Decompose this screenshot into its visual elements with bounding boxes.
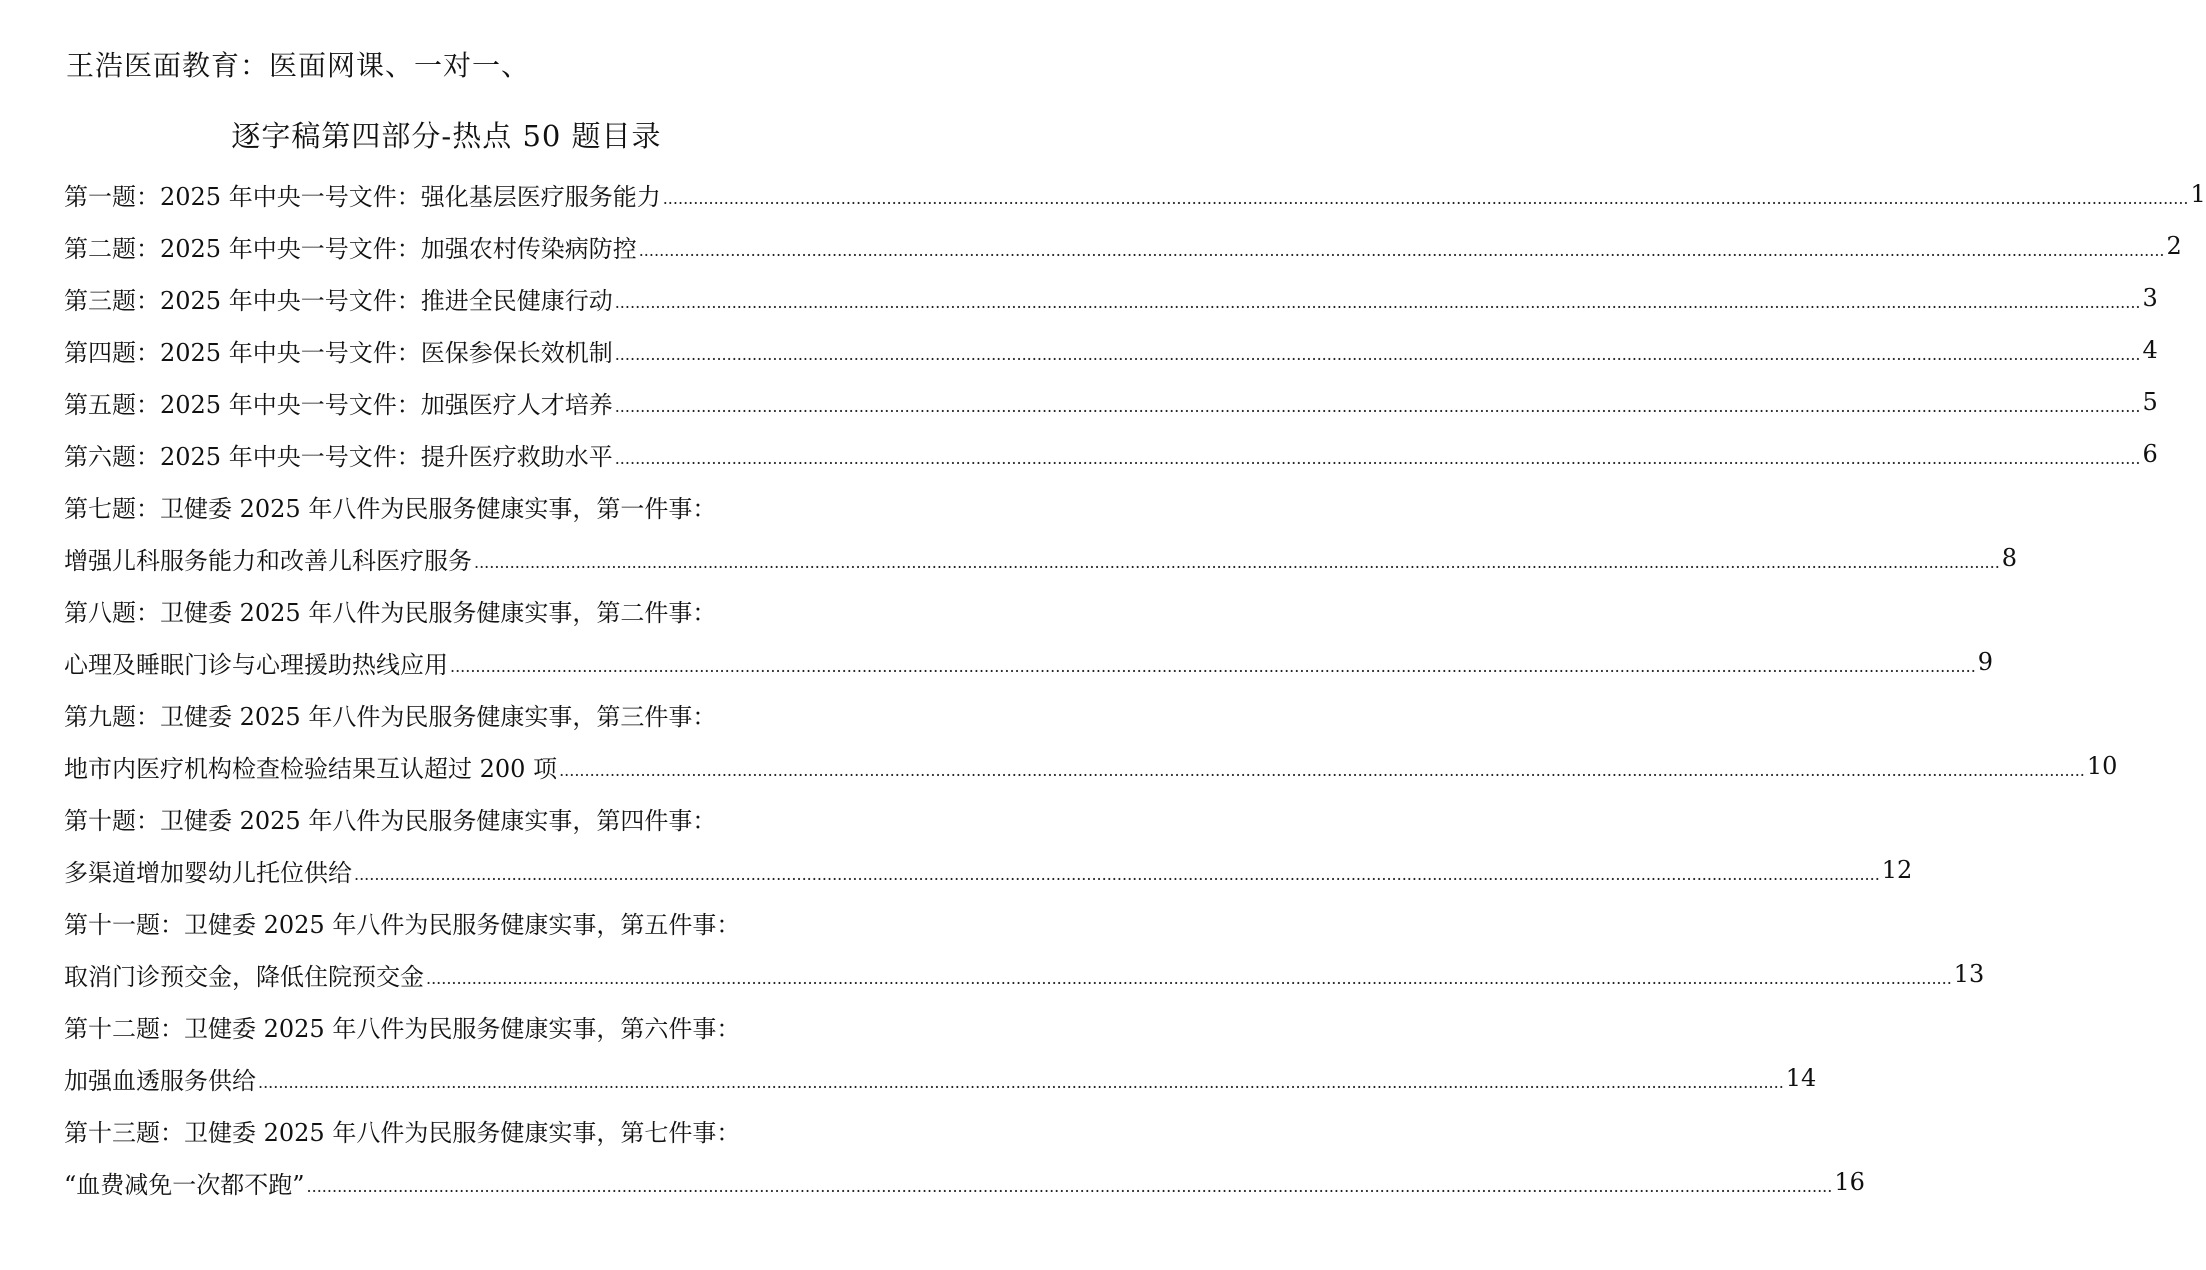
toc-page-number: 6: [2142, 440, 2158, 468]
toc-page-number: 3: [2142, 284, 2158, 312]
dot-leader: ............................................................................................................................................................................................................................................................................................................: [426, 968, 1952, 988]
toc-page-number: 4: [2142, 336, 2158, 364]
page-title: 逐字稿第四部分-热点 50 题目录: [231, 119, 662, 153]
toc-entry-title: 取消门诊预交金，降低住院预交金: [64, 962, 424, 991]
dot-leader: ............................................................................................................................................................................................................................................................................................................: [354, 864, 1880, 884]
toc-entry-heading: 第十三题：卫健委 2025 年八件为民服务健康实事，第七件事：: [64, 1118, 741, 1147]
toc-entry-title: 多渠道增加婴幼儿托位供给: [64, 858, 352, 887]
dot-leader: ............................................................................................................................................................................................................................................................................................................: [306, 1176, 1833, 1196]
dot-leader: ............................................................................................................................................................................................................................................................................................................: [614, 292, 2141, 312]
toc-entry-title: 增强儿科服务能力和改善儿科医疗服务: [64, 546, 472, 575]
toc-entry-title: 地市内医疗机构检查检验结果互认超过 200 项: [64, 754, 558, 783]
toc-entry-title: 第一题：2025 年中央一号文件：强化基层医疗服务能力: [64, 182, 661, 211]
toc-entry-title: 第五题：2025 年中央一号文件：加强医疗人才培养: [64, 390, 613, 419]
dot-leader: ............................................................................................................................................................................................................................................................................................................: [638, 240, 2165, 260]
toc-entry-title: “血费减免一次都不跑”: [64, 1170, 305, 1199]
toc-entry[interactable]: [64, 1000, 1817, 1104]
toc-entry[interactable]: [64, 272, 2158, 324]
toc-entry-heading: 第七题：卫健委 2025 年八件为民服务健康实事，第一件事：: [64, 494, 717, 523]
toc-entry[interactable]: [64, 792, 1913, 896]
dot-leader: ............................................................................................................................................................................................................................................................................................................: [614, 448, 2141, 468]
toc-entry[interactable]: [64, 584, 1994, 688]
toc-page-number: 9: [1977, 648, 1994, 676]
toc-page-number: 5: [2142, 388, 2158, 416]
toc-entry-title: 第二题：2025 年中央一号文件：加强农村传染病防控: [64, 234, 637, 263]
table-of-contents: [64, 168, 2206, 1208]
toc-entry-title: 第三题：2025 年中央一号文件：推进全民健康行动: [64, 286, 613, 315]
dot-leader: ............................................................................................................................................................................................................................................................................................................: [258, 1072, 1784, 1092]
toc-page-number: 16: [1834, 1168, 1865, 1196]
dot-leader: ............................................................................................................................................................................................................................................................................................................: [474, 552, 2000, 572]
toc-page-number: 10: [2086, 752, 2118, 780]
dot-leader: ............................................................................................................................................................................................................................................................................................................: [450, 656, 1976, 676]
toc-entry[interactable]: [64, 168, 2206, 220]
toc-page-number: 8: [2001, 544, 2018, 572]
toc-entry[interactable]: [64, 324, 2158, 376]
toc-entry-heading: 第九题：卫健委 2025 年八件为民服务健康实事，第三件事：: [64, 702, 717, 731]
toc-entry-heading: 第十题：卫健委 2025 年八件为民服务健康实事，第四件事：: [64, 806, 717, 835]
toc-entry[interactable]: [64, 220, 2182, 272]
dot-leader: ............................................................................................................................................................................................................................................................................................................: [559, 760, 2085, 780]
toc-entry-heading: 第十二题：卫健委 2025 年八件为民服务健康实事，第六件事：: [64, 1014, 741, 1043]
toc-entry-title: 心理及睡眠门诊与心理援助热线应用: [64, 650, 448, 679]
toc-entry-title: 第四题：2025 年中央一号文件：医保参保长效机制: [64, 338, 613, 367]
toc-entry[interactable]: [64, 480, 2018, 584]
toc-entry[interactable]: [64, 428, 2158, 480]
toc-entry[interactable]: [64, 376, 2158, 428]
toc-entry-title: 加强血透服务供给: [64, 1066, 256, 1095]
toc-page-number: 1: [2190, 180, 2206, 208]
toc-entry[interactable]: [64, 1104, 1865, 1208]
dot-leader: ............................................................................................................................................................................................................................................................................................................: [614, 344, 2141, 364]
toc-entry-heading: 第八题：卫健委 2025 年八件为民服务健康实事，第二件事：: [64, 598, 717, 627]
toc-page-number: 2: [2166, 232, 2182, 260]
toc-entry-heading: 第十一题：卫健委 2025 年八件为民服务健康实事，第五件事：: [64, 910, 741, 939]
toc-page-number: 12: [1881, 856, 1913, 884]
toc-page-number: 13: [1953, 960, 1985, 988]
header-text: 王浩医面教育：医面网课、一对一、: [66, 49, 531, 82]
toc-entry-title: 第六题：2025 年中央一号文件：提升医疗救助水平: [64, 442, 613, 471]
toc-entry[interactable]: [64, 896, 1985, 1000]
toc-entry[interactable]: [64, 688, 2118, 792]
toc-page-number: 14: [1785, 1064, 1817, 1092]
dot-leader: ............................................................................................................................................................................................................................................................................................................: [614, 396, 2141, 416]
dot-leader: ............................................................................................................................................................................................................................................................................................................: [662, 188, 2189, 208]
